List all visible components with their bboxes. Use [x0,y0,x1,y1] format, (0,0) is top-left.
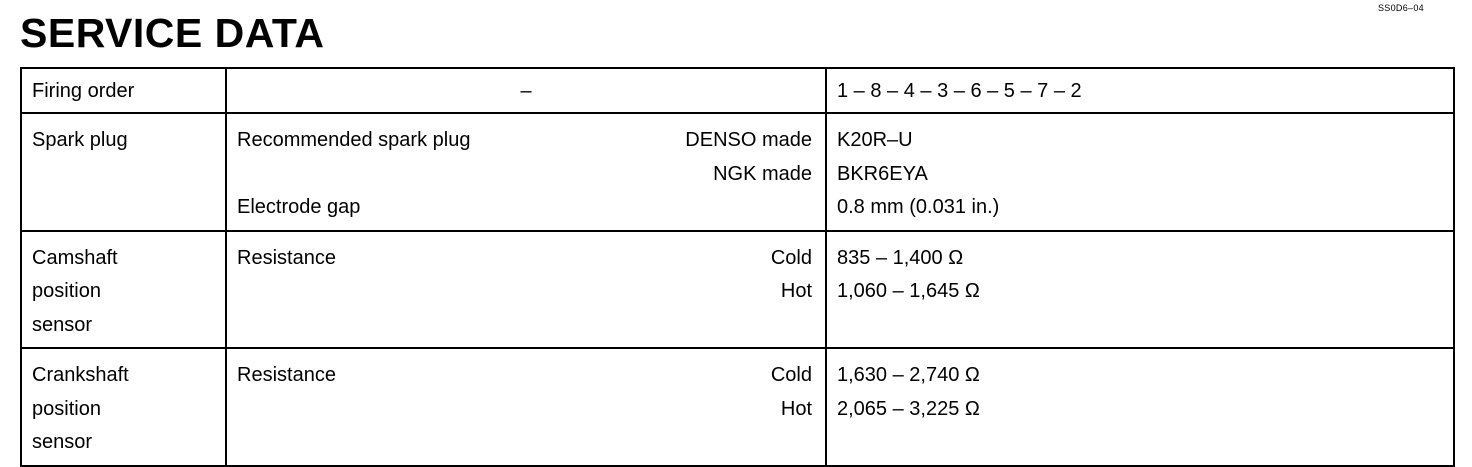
value-text: 1 – 8 – 4 – 3 – 6 – 5 – 7 – 2 [837,80,1082,102]
table-row-camshaft-sensor [21,231,1454,349]
description-label: Electrode gap [237,196,361,218]
description-line [237,158,815,192]
description-cell [226,68,826,113]
document-code: SS0D6–04 [1378,3,1424,13]
description-line [237,191,815,225]
value-text: 1,060 – 1,645 Ω [837,280,980,302]
item-label: Crankshaft [32,364,129,386]
description-line [237,359,815,393]
item-label: Camshaft [32,246,118,269]
table-row-spark-plug [21,113,1454,231]
value-text: 0.8 mm (0.031 in.) [837,196,1000,218]
table-row-crankshaft-sensor [21,348,1454,466]
description-label: Resistance [237,246,336,269]
value-cell [826,231,1454,349]
value-text: 1,630 – 2,740 Ω [837,364,980,386]
value-cell [826,348,1454,466]
value-text: 835 – 1,400 Ω [837,246,964,269]
description-line [237,393,815,427]
item-cell [21,68,226,113]
table-row-firing-order [21,68,1454,113]
item-label: Firing order [32,80,135,102]
not-applicable-dash: – [520,80,532,102]
description-line [237,124,815,158]
value-cell [826,68,1454,113]
item-cell [21,113,226,231]
item-label: position [32,397,101,420]
page-title: SERVICE DATA [20,10,325,56]
condition-label: Hot [780,397,812,420]
item-cell [21,231,226,349]
description-line [237,242,815,276]
value-cell [826,113,1454,231]
condition-label: Hot [780,280,812,302]
service-data-table [20,67,1455,467]
description-cell [226,113,826,231]
condition-label: DENSO made [685,129,812,151]
item-label: sensor [32,431,93,453]
value-text: K20R–U [837,129,913,151]
item-label: Spark plug [32,129,128,151]
item-label: position [32,280,101,302]
item-label: sensor [32,313,93,336]
description-cell [226,348,826,466]
item-cell [21,348,226,466]
value-text: 2,065 – 3,225 Ω [837,397,980,420]
description-line [237,275,815,309]
description-label: Resistance [237,364,336,386]
condition-label: Cold [770,364,812,386]
condition-label: NGK made [713,162,812,185]
description-label: Recommended spark plug [237,129,471,151]
description-cell [226,231,826,349]
value-text: BKR6EYA [837,162,928,185]
condition-label: Cold [770,246,812,269]
